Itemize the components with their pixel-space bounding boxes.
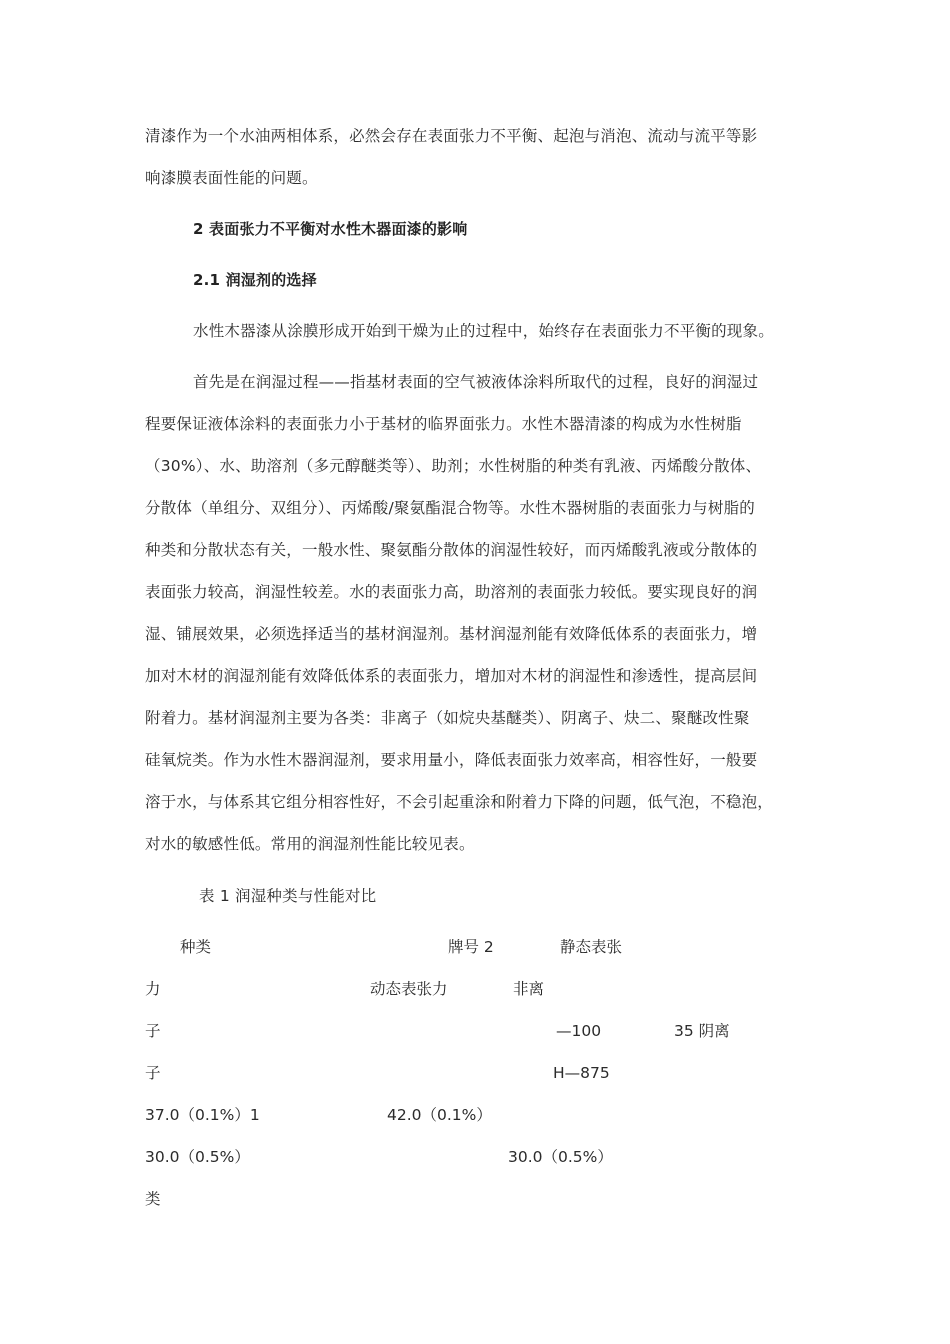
table-cell-zi-1: 子 <box>145 1022 161 1040</box>
subsection-heading: 2.1 润湿剂的选择 <box>193 271 317 289</box>
paragraph-2-line-2: 程要保证液体涂料的表面张力小于基材的临界面张力。水性木器清漆的构成为水性树脂 <box>145 415 742 433</box>
table-cell-kind: 种类 <box>180 938 212 956</box>
table-cell-lei: 类 <box>145 1190 161 1208</box>
paragraph-2-line-8: 加对木材的润湿剂能有效降低体系的表面张力，增加对木材的润湿性和渗透性，提高层间 <box>145 667 758 685</box>
intro-line-2: 响漆膜表面性能的问题。 <box>145 169 318 187</box>
table-cell-h875: H—875 <box>553 1064 610 1082</box>
table-cell-37: 37.0（0.1%）1 <box>145 1106 260 1124</box>
table-cell-42: 42.0（0.1%） <box>387 1106 492 1124</box>
section-heading: 2 表面张力不平衡对水性木器面漆的影响 <box>193 220 468 238</box>
paragraph-2-line-11: 溶于水，与体系其它组分相容性好，不会引起重涂和附着力下降的问题，低气泡，不稳泡， <box>145 793 774 811</box>
paragraph-2-line-4: 分散体（单组分、双组分）、丙烯酸/聚氨酯混合物等。水性木器树脂的表面张力与树脂的 <box>145 499 755 517</box>
table-cell-30-b: 30.0（0.5%） <box>508 1148 613 1166</box>
table-cell-zi-2: 子 <box>145 1064 161 1082</box>
table-cell-35-anion: 35 阴离 <box>674 1022 730 1040</box>
paragraph-2-line-1: 首先是在润湿过程——指基材表面的空气被液体涂料所取代的过程，良好的润湿过 <box>193 373 759 391</box>
paragraph-2-line-10: 硅氧烷类。作为水性木器润湿剂，要求用量小，降低表面张力效率高，相容性好，一般要 <box>145 751 758 769</box>
paragraph-2-line-6: 表面张力较高，润湿性较差。水的表面张力高，助溶剂的表面张力较低。要实现良好的润 <box>145 583 758 601</box>
table-cell-brand: 牌号 2 <box>448 938 494 956</box>
table-cell-li: 力 <box>145 980 161 998</box>
table-caption: 表 1 润湿种类与性能对比 <box>199 887 377 905</box>
paragraph-2-line-5: 种类和分散状态有关，一般水性、聚氨酯分散体的润湿性较好，而丙烯酸乳液或分散体的 <box>145 541 758 559</box>
paragraph-2-line-12: 对水的敏感性低。常用的润湿剂性能比较见表。 <box>145 835 475 853</box>
table-cell-100: —100 <box>556 1022 602 1040</box>
table-cell-static-tension: 静态表张 <box>560 938 623 956</box>
table-cell-30-a: 30.0（0.5%） <box>145 1148 250 1166</box>
paragraph-2-line-9: 附着力。基材润湿剂主要为各类：非离子（如烷央基醚类）、阴离子、炔二、聚醚改性聚 <box>145 709 750 727</box>
intro-line-1: 清漆作为一个水油两相体系，必然会存在表面张力不平衡、起泡与消泡、流动与流平等影 <box>145 127 758 145</box>
table-cell-dynamic-tension: 动态表张力 <box>370 980 448 998</box>
table-cell-nonionic-part: 非离 <box>513 980 545 998</box>
paragraph-2-line-7: 湿、铺展效果，必须选择适当的基材润湿剂。基材润湿剂能有效降低体系的表面张力，增 <box>145 625 758 643</box>
paragraph-1: 水性木器漆从涂膜形成开始到干燥为止的过程中，始终存在表面张力不平衡的现象。 <box>193 322 774 340</box>
paragraph-2-line-3: （30%）、水、助溶剂（多元醇醚类等）、助剂；水性树脂的种类有乳液、丙烯酸分散体、 <box>145 457 762 475</box>
